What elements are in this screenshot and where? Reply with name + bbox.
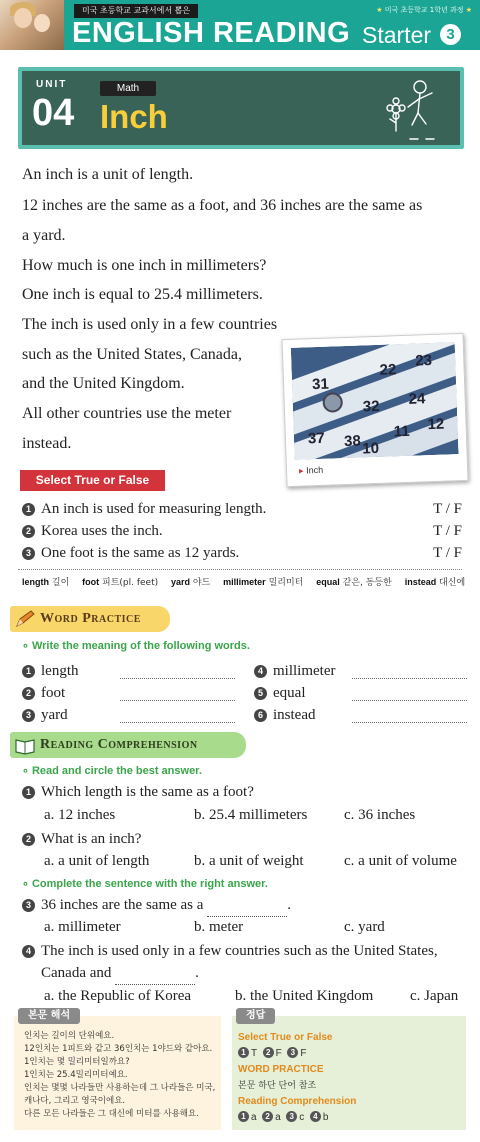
svg-text:37: 37	[307, 429, 325, 448]
true-false-label: Select True or False	[20, 470, 165, 491]
svg-text:24: 24	[408, 390, 426, 408]
rc-question: 2 What is an inch?	[22, 830, 141, 848]
passage-line: The inch is used only in a few countries	[22, 316, 278, 333]
question-number: 1	[22, 503, 35, 516]
unit-label: UNIT	[36, 79, 68, 90]
tf-question	[22, 544, 462, 562]
reading-comprehension-title: Reading Comprehension	[40, 737, 198, 752]
tf-choice[interactable]: T / F	[433, 545, 462, 561]
tf-choice[interactable]: T / F	[433, 523, 462, 539]
passage-line: such as the United States, Canada,	[22, 346, 242, 363]
banner-course: ★ 미국 초등학교 1학년 과정 ★	[376, 6, 472, 14]
answers-rc-title: Reading Comprehension	[238, 1096, 357, 1107]
svg-text:38: 38	[343, 432, 362, 451]
svg-text:12: 12	[427, 415, 445, 434]
passage-line: 12 inches are the same as a foot, and 36 inches are the same as	[22, 197, 423, 214]
svg-text:11: 11	[393, 422, 410, 441]
answer-blank[interactable]	[352, 722, 467, 723]
reading-comprehension-header	[10, 732, 246, 758]
answer-option[interactable]: a. 12 inches	[44, 807, 116, 823]
answer-blank[interactable]	[352, 700, 467, 701]
answer-option[interactable]: c. a unit of volume	[344, 853, 457, 869]
answer-option[interactable]: b. meter	[194, 919, 244, 935]
rc-question: 1 Which length is the same as a foot?	[22, 783, 254, 801]
answer-option[interactable]: a. a unit of length	[44, 853, 150, 869]
word-practice-header	[10, 606, 170, 632]
svg-text:10: 10	[362, 439, 380, 458]
tape-measure-image	[291, 342, 459, 460]
book-icon	[14, 735, 36, 755]
question-number: 3	[22, 547, 35, 560]
answer-option[interactable]: c. Japan	[410, 988, 459, 1004]
tf-question-text: Korea uses the inch.	[41, 523, 163, 539]
translation-line: 12인치는 1피트와 같고 36인치는 1야드와 같아요.	[24, 1044, 213, 1054]
word-practice-item: 4 millimeter	[254, 662, 335, 680]
answers-box	[232, 1010, 466, 1130]
answer-blank[interactable]	[115, 966, 195, 985]
rc-question-cont: Canada and .	[41, 964, 199, 985]
glossary: length 길이 foot 피트(pl. feet) yard 야드 millimeter 밀리미터 equal 같은, 동등한 instead 대신에	[22, 577, 466, 588]
tf-question	[22, 500, 462, 518]
answers-tab: 정답	[236, 1008, 275, 1024]
passage-line: One inch is equal to 25.4 millimeters.	[22, 286, 263, 303]
passage-line: and the United Kingdom.	[22, 375, 185, 392]
answers-tf: 1 T 2 F 3 F	[238, 1046, 356, 1062]
answer-option[interactable]: c. 36 inches	[344, 807, 416, 823]
tf-question	[22, 522, 462, 540]
pencil-icon	[14, 609, 36, 629]
unit-title: Inch	[100, 98, 168, 135]
translation-box	[14, 1010, 221, 1130]
passage-line: All other countries use the meter	[22, 405, 232, 422]
answers-wp-note: 본문 하단 단어 참조	[238, 1081, 317, 1091]
word-practice-item: 6 instead	[254, 706, 316, 724]
translation-line: 다른 모든 나라들은 그 대신에 미터를 사용해요.	[24, 1109, 199, 1119]
answer-option[interactable]: a. millimeter	[44, 919, 121, 935]
unit-number: 04	[32, 92, 75, 134]
answer-option[interactable]: b. a unit of weight	[194, 853, 304, 869]
tf-question-text: One foot is the same as 12 yards.	[41, 545, 240, 561]
translation-line: 1인치는 25.4밀리미터예요.	[24, 1070, 128, 1080]
children-photo	[0, 0, 64, 50]
passage-line: instead.	[22, 435, 72, 452]
translation-tab: 본문 해석	[18, 1008, 80, 1024]
word-practice-item: 3 yard	[22, 706, 68, 724]
tf-choice[interactable]: T / F	[433, 501, 462, 517]
translation-line: 인치는 몇몇 나라들만 사용하는데 그 나라들은 미국,	[24, 1083, 216, 1093]
answer-option[interactable]: b. 25.4 millimeters	[194, 807, 308, 823]
answers-tf-title: Select True or False	[238, 1032, 333, 1043]
svg-text:31: 31	[311, 375, 330, 394]
translation-line: 인치는 길이의 단위예요.	[24, 1031, 115, 1041]
unit-chalkboard	[18, 67, 464, 149]
svg-text:22: 22	[379, 361, 397, 379]
word-practice-title: Word Practice	[40, 611, 141, 626]
svg-text:23: 23	[415, 351, 433, 370]
level-badge: 3	[440, 24, 461, 45]
word-practice-item: 5 equal	[254, 684, 305, 702]
answers-rc: 1 a 2 a 3 c 4 b	[238, 1110, 356, 1126]
word-practice-item: 2 foot	[22, 684, 65, 702]
answers-wp-title: WORD PRACTICE	[238, 1064, 324, 1075]
divider	[18, 569, 462, 570]
rc-instruction: ∘ Complete the sentence with the right answer.	[22, 878, 268, 890]
banner-starter: Starter	[362, 22, 432, 48]
passage-line: a yard.	[22, 227, 66, 244]
passage-line: How much is one inch in millimeters?	[22, 257, 267, 274]
tf-question-text: An inch is used for measuring length.	[41, 501, 267, 517]
word-practice-instruction: ∘ Write the meaning of the following words.	[22, 640, 250, 652]
answer-option[interactable]: b. the United Kingdom	[235, 988, 374, 1004]
photo-caption: ▸ Inch	[298, 464, 324, 476]
answer-blank[interactable]	[207, 898, 287, 917]
translation-line: 1인치는 몇 밀리미터일까요?	[24, 1057, 130, 1067]
rc-question: 3 36 inches are the same as a .	[22, 896, 291, 917]
answer-blank[interactable]	[120, 722, 235, 723]
passage-line: An inch is a unit of length.	[22, 166, 194, 183]
word-practice-item: 1 length	[22, 662, 79, 680]
answer-blank[interactable]	[120, 678, 235, 679]
answer-option[interactable]: a. the Republic of Korea	[44, 988, 192, 1004]
svg-text:32: 32	[362, 397, 380, 416]
answer-blank[interactable]	[120, 700, 235, 701]
banner-subtitle: 미국 초등학교 교과서에서 뽑은	[74, 4, 198, 18]
rc-instruction: ∘ Read and circle the best answer.	[22, 765, 202, 777]
top-banner	[0, 0, 480, 50]
chalk-doodle-icon	[382, 77, 442, 141]
translation-line: 캐나다, 그리고 영국이에요.	[24, 1096, 126, 1106]
answer-blank[interactable]	[352, 678, 467, 679]
rc-question: 4 The inch is used only in a few countries such as the United States,	[22, 942, 438, 960]
tape-measure-photo	[281, 333, 468, 487]
answer-option[interactable]: c. yard	[344, 919, 385, 935]
banner-title: ENGLISH READING	[72, 17, 351, 49]
subject-tag: Math	[100, 81, 156, 96]
question-number: 2	[22, 525, 35, 538]
